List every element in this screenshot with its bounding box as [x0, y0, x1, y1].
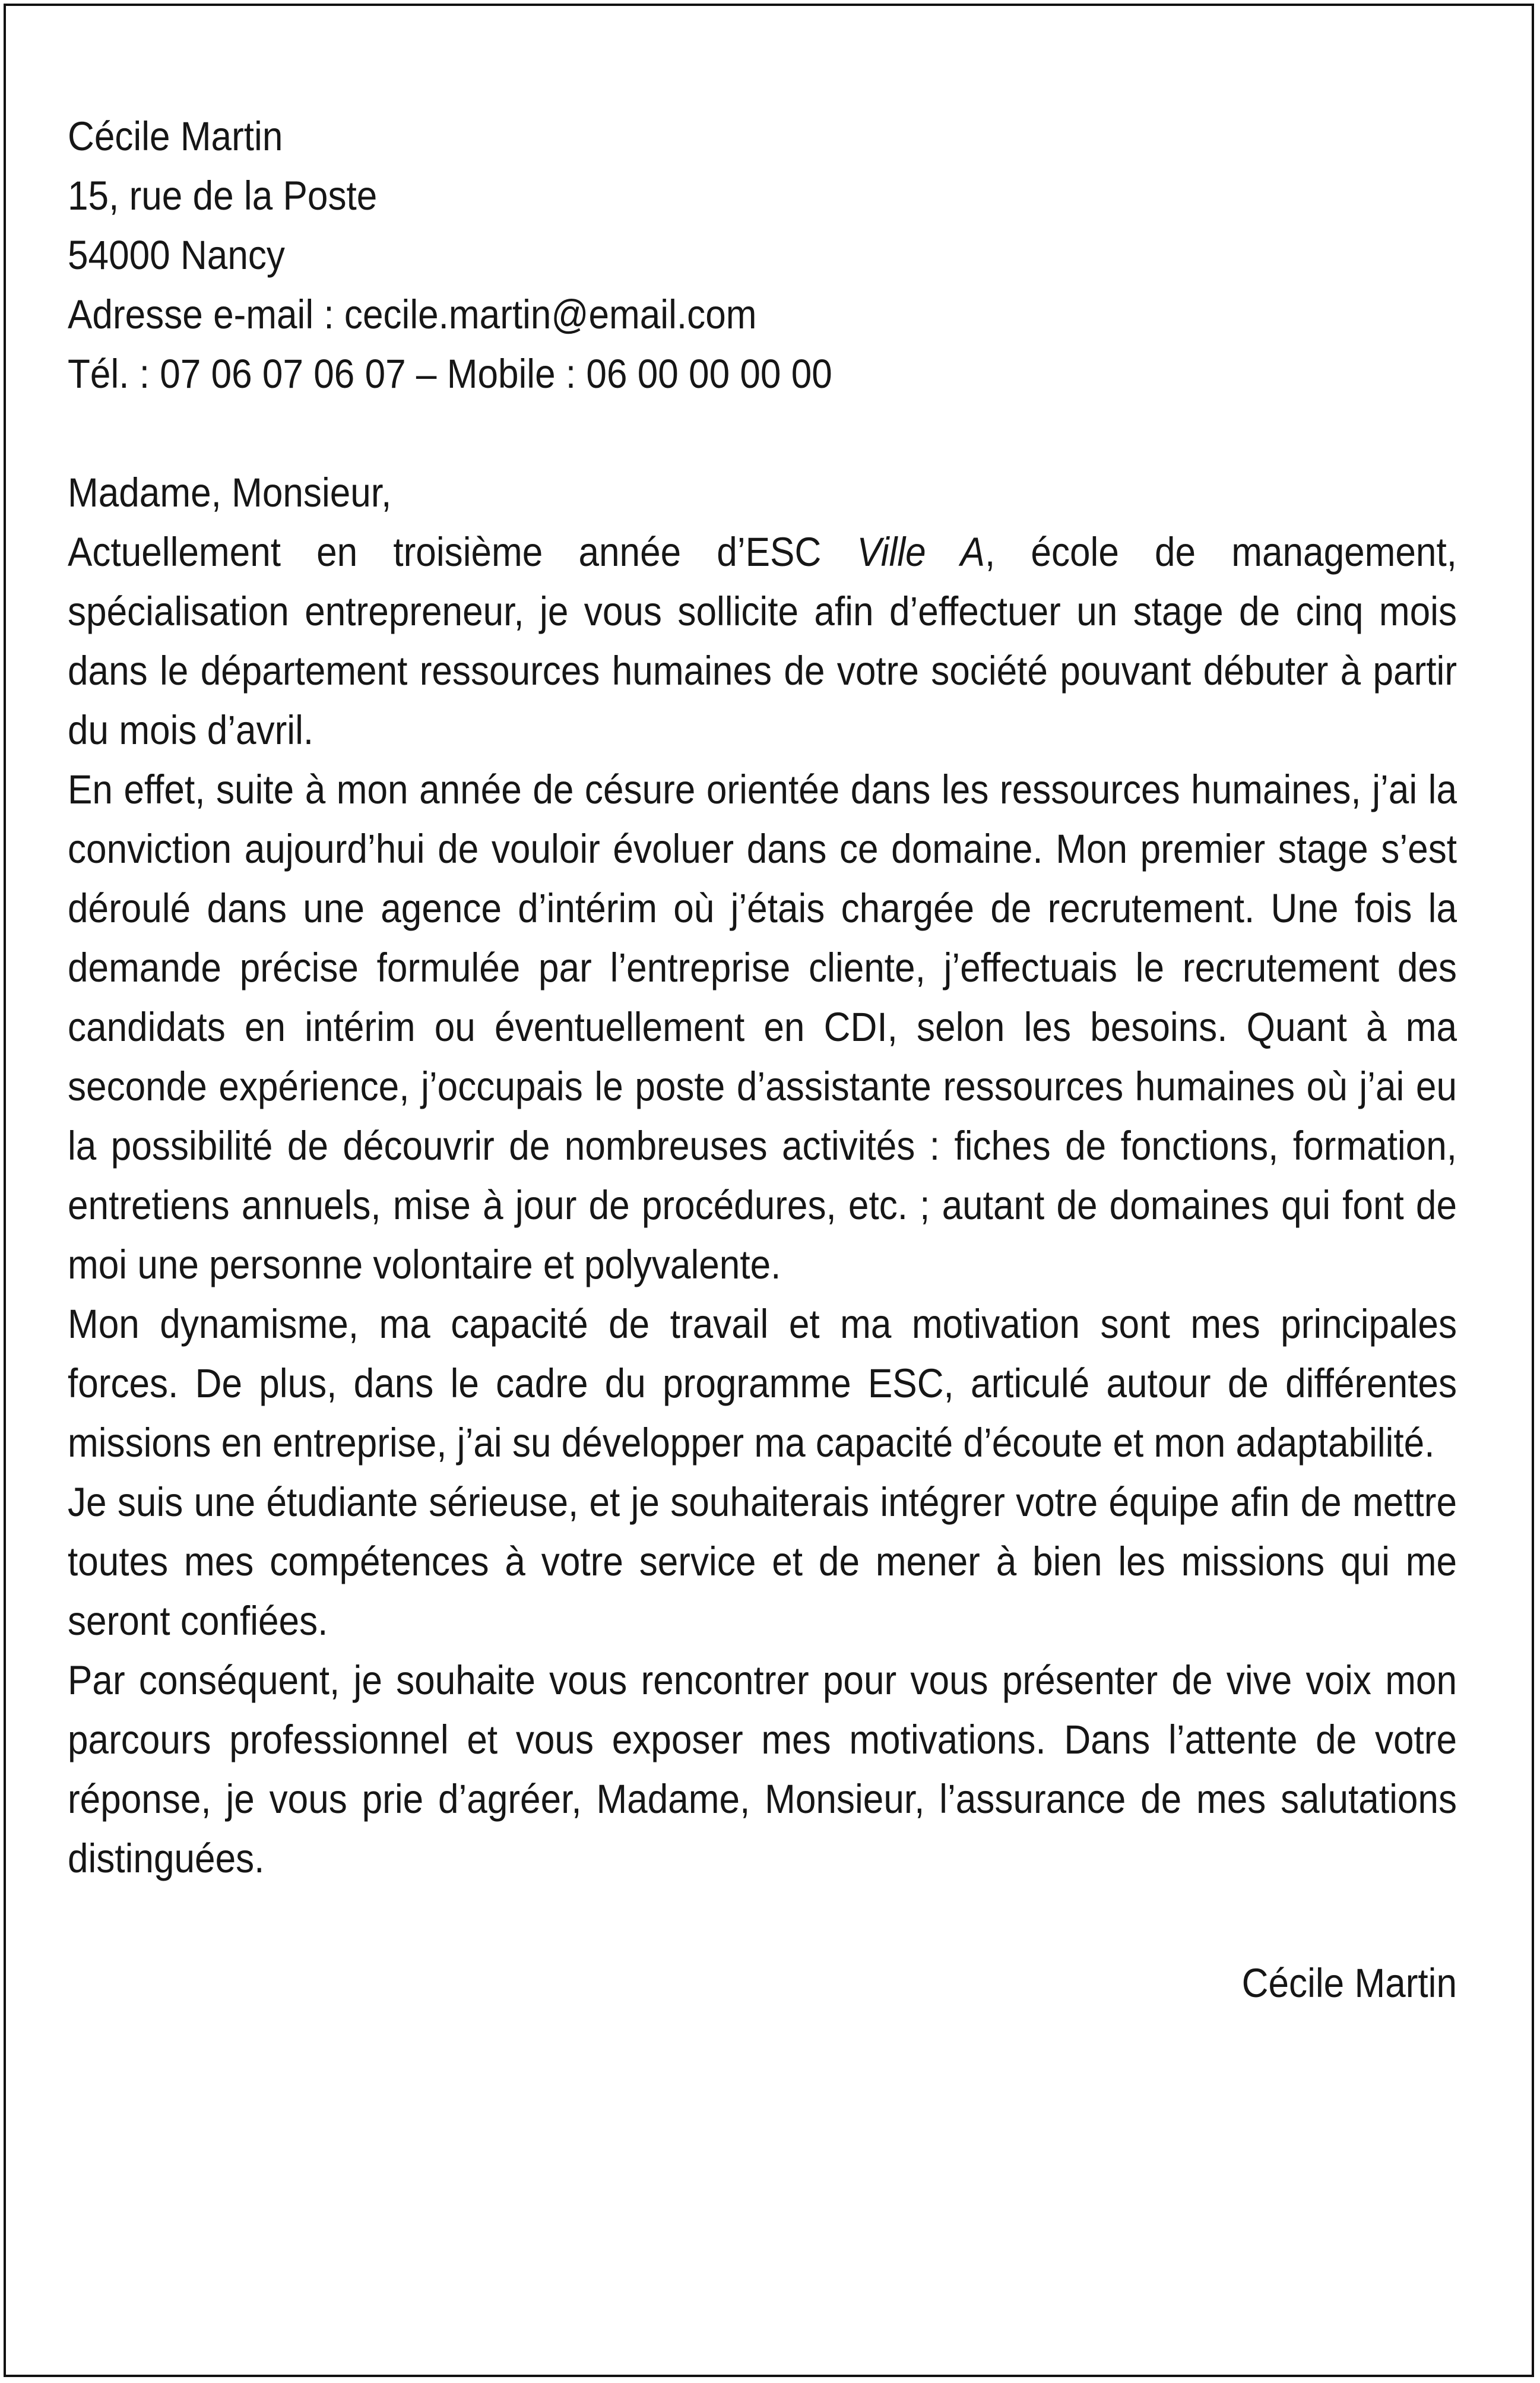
paragraph-strengths: Mon dynamisme, ma capacité de travail et ma motivation sont mes principales forces. De plus, dans le cadre du programme ESC, articulé autour de différentes missions en entreprise, j’ai su développer ma capacité d’écoute et mon adaptabilité.	[68, 1301, 1457, 1466]
letter-content	[68, 107, 1457, 2013]
spacer	[68, 404, 1457, 463]
spacer	[68, 1888, 1457, 1954]
sender-city: 54000 Nancy	[68, 232, 285, 278]
salutation: Madame, Monsieur,	[68, 470, 392, 515]
sender-name: Cécile Martin	[68, 113, 283, 159]
paragraph-intro	[68, 523, 1457, 760]
sender-block	[68, 107, 1457, 404]
signature: Cécile Martin	[1241, 1960, 1457, 2006]
sender-phone: Tél. : 07 06 07 06 07 – Mobile : 06 00 00 00 00	[68, 351, 832, 397]
sender-email: Adresse e-mail : cecile.martin@email.com	[68, 292, 757, 337]
paragraph-intro-end: , école de management, spécialisation entrepreneur, je vous sollicite afin d’effectuer un stage de cinq mois dans le département ressources humaines de votre société pouvant débuter à partir du mois d’avril.	[68, 529, 1457, 753]
school-city: Ville A	[857, 529, 985, 575]
letter-page	[4, 4, 1534, 2377]
paragraph-experience: En effet, suite à mon année de césure orientée dans les ressources humaines, j’ai la conviction aujourd’hui de vouloir évoluer dans ce domaine. Mon premier stage s’est déroulé dans une agence d’intérim où j’étais chargée de recrutement. Une fois la demande précise formulée par l’entreprise cliente, j’effectuais le recrutement des candidats en intérim ou éventuellement en CDI, selon les besoins. Quant à ma seconde expérience, j’occupais le poste d’assistante ressources humaines où j’ai eu la possibilité de découvrir de nombreuses activités : fiches de fonctions, formation, entretiens annuels, mise à jour de procédures, etc. ; autant de domaines qui font de moi une personne volontaire et polyvalente.	[68, 767, 1457, 1287]
paragraph-motivation: Je suis une étudiante sérieuse, et je souhaiterais intégrer votre équipe afin de mettre toutes mes compétences à votre service et de mener à bien les missions qui me seront confiées.	[68, 1479, 1457, 1644]
paragraph-intro-start: Actuellement en troisième année d’ESC	[68, 529, 857, 575]
sender-street: 15, rue de la Poste	[68, 173, 378, 219]
paragraph-closing: Par conséquent, je souhaite vous rencontrer pour vous présenter de vive voix mon parcours professionnel et vous exposer mes motivations. Dans l’attente de votre réponse, je vous prie d’agréer, Madame, Monsieur, l’assurance de mes salutations distinguées.	[68, 1657, 1457, 1881]
